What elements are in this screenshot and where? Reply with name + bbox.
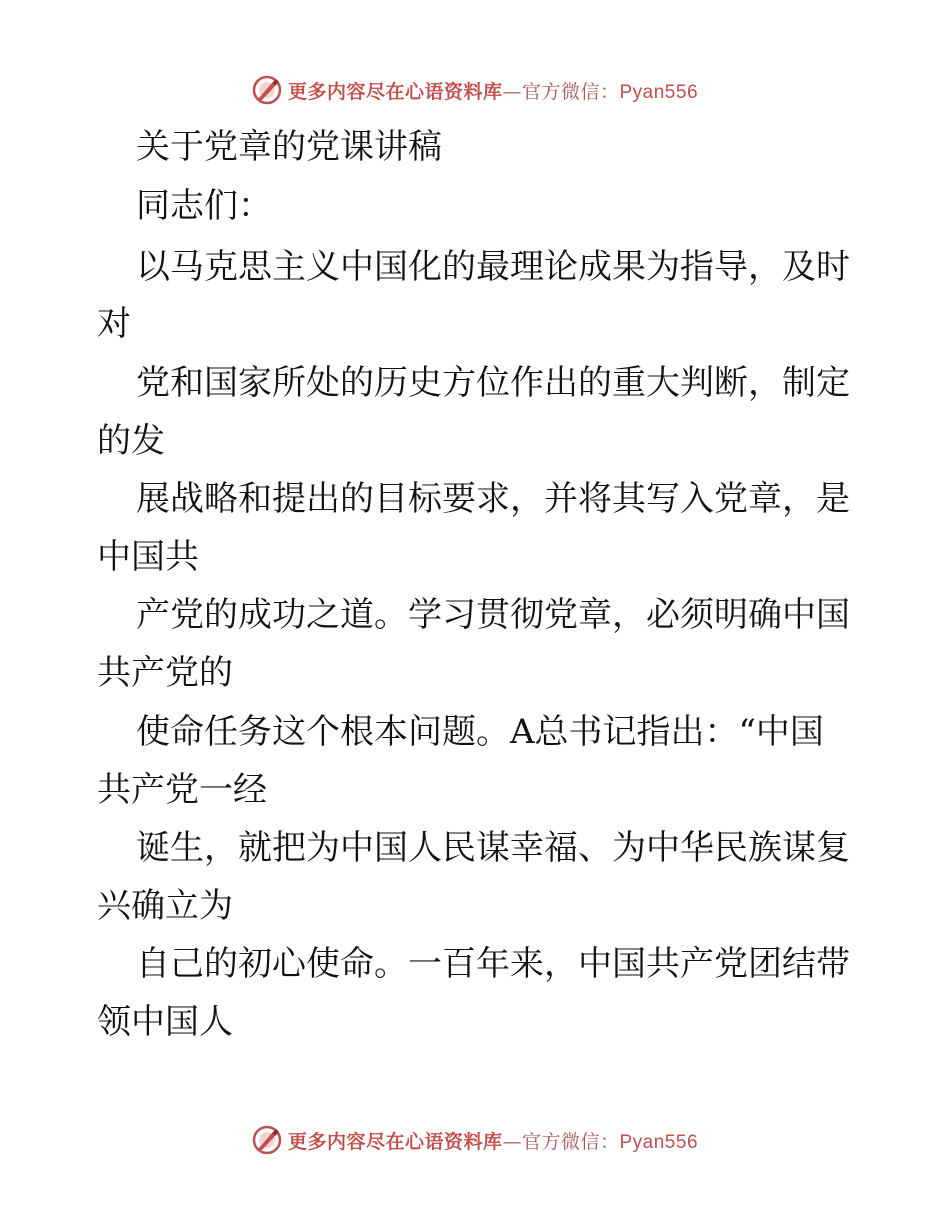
header-watermark	[0, 70, 950, 110]
pen-logo-icon	[252, 75, 282, 105]
watermark-site: 更多内容尽在心语资料库	[287, 80, 503, 103]
watermark-text	[288, 1127, 698, 1154]
watermark-label: 官方微信：	[521, 80, 620, 103]
watermark-text	[288, 77, 698, 104]
document-title: 关于党章的党课讲稿	[136, 127, 442, 167]
paragraph-line: 使命任务这个根本问题。A总书记指出：“中国	[136, 712, 824, 752]
paragraph-line: 领中国人	[97, 1002, 233, 1042]
watermark-label: 官方微信：	[521, 1130, 620, 1153]
watermark-dash: —	[502, 1130, 522, 1153]
paragraph-line: 的发	[97, 421, 165, 461]
paragraph-line: 对	[97, 304, 131, 344]
paragraph-line: 自己的初心使命。一百年来，中国共产党团结带	[136, 944, 850, 984]
paragraph-line: 共产党一经	[97, 770, 267, 810]
paragraph-line: 展战略和提出的目标要求，并将其写入党章，是	[136, 479, 850, 519]
paragraph-line: 兴确立为	[97, 886, 233, 926]
paragraph-line: 共产党的	[97, 653, 233, 693]
footer-watermark	[0, 1120, 950, 1160]
watermark-id: Pyan556	[619, 81, 699, 103]
paragraph-line: 以马克思主义中国化的最理论成果为指导，及时	[136, 247, 850, 287]
paragraph-line: 诞生，就把为中国人民谋幸福、为中华民族谋复	[136, 828, 850, 868]
watermark-id: Pyan556	[619, 1131, 699, 1153]
paragraph-line: 产党的成功之道。学习贯彻党章，必须明确中国	[136, 595, 850, 635]
salutation: 同志们：	[136, 186, 272, 226]
pen-logo-icon	[252, 1125, 282, 1155]
watermark-site: 更多内容尽在心语资料库	[287, 1130, 503, 1153]
paragraph-line: 中国共	[97, 537, 199, 577]
watermark-dash: —	[502, 80, 522, 103]
paragraph-line: 党和国家所处的历史方位作出的重大判断，制定	[136, 363, 850, 403]
